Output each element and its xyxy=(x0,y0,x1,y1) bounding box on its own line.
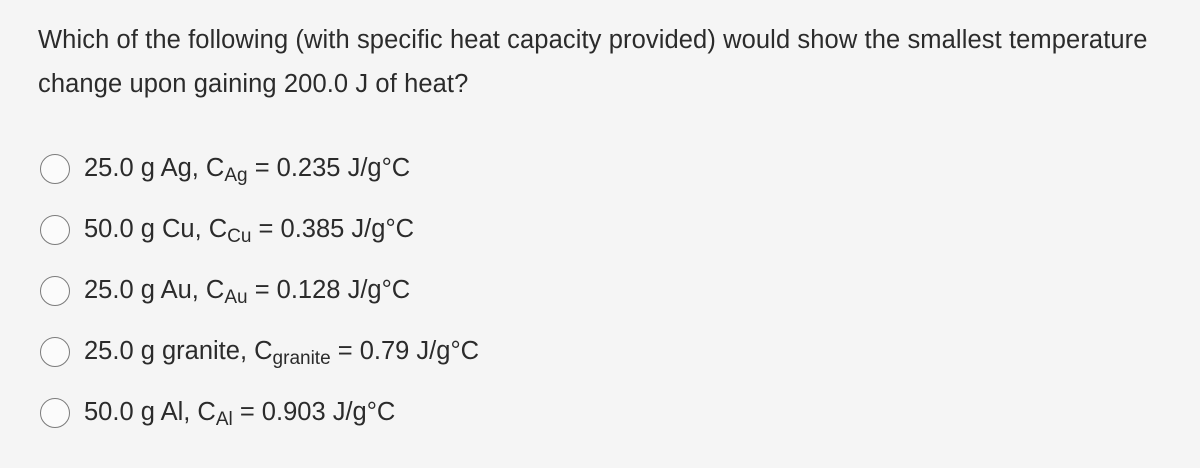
option-granite[interactable] xyxy=(40,321,800,382)
option-al[interactable] xyxy=(40,382,800,443)
question-text: Which of the following (with specific heat capacity provided) would show the smallest temperature change upon gaining 200.0 J of heat? xyxy=(38,26,1148,98)
radio-button[interactable] xyxy=(40,337,70,367)
option-label: 50.0 g Al, $C_{Al} = 0.903$ J/g°C xyxy=(84,398,396,430)
option-cu[interactable] xyxy=(40,199,800,260)
answer-options xyxy=(40,138,800,443)
option-label: 25.0 g Ag, $C_{Ag} = 0.235$ J/g°C xyxy=(84,154,411,186)
radio-button[interactable] xyxy=(40,154,70,184)
option-label: 50.0 g Cu, $C_{Cu} = 0.385$ J/g°C xyxy=(84,215,415,247)
option-au[interactable] xyxy=(40,260,800,321)
option-ag[interactable] xyxy=(40,138,800,199)
radio-button[interactable] xyxy=(40,215,70,245)
radio-button[interactable] xyxy=(40,398,70,428)
radio-button[interactable] xyxy=(40,276,70,306)
option-label: 25.0 g Au, $C_{Au} = 0.128$ J/g°C xyxy=(84,276,411,308)
option-label: 25.0 g granite, $C_{granite} = 0.79$ J/g°C xyxy=(84,337,480,369)
